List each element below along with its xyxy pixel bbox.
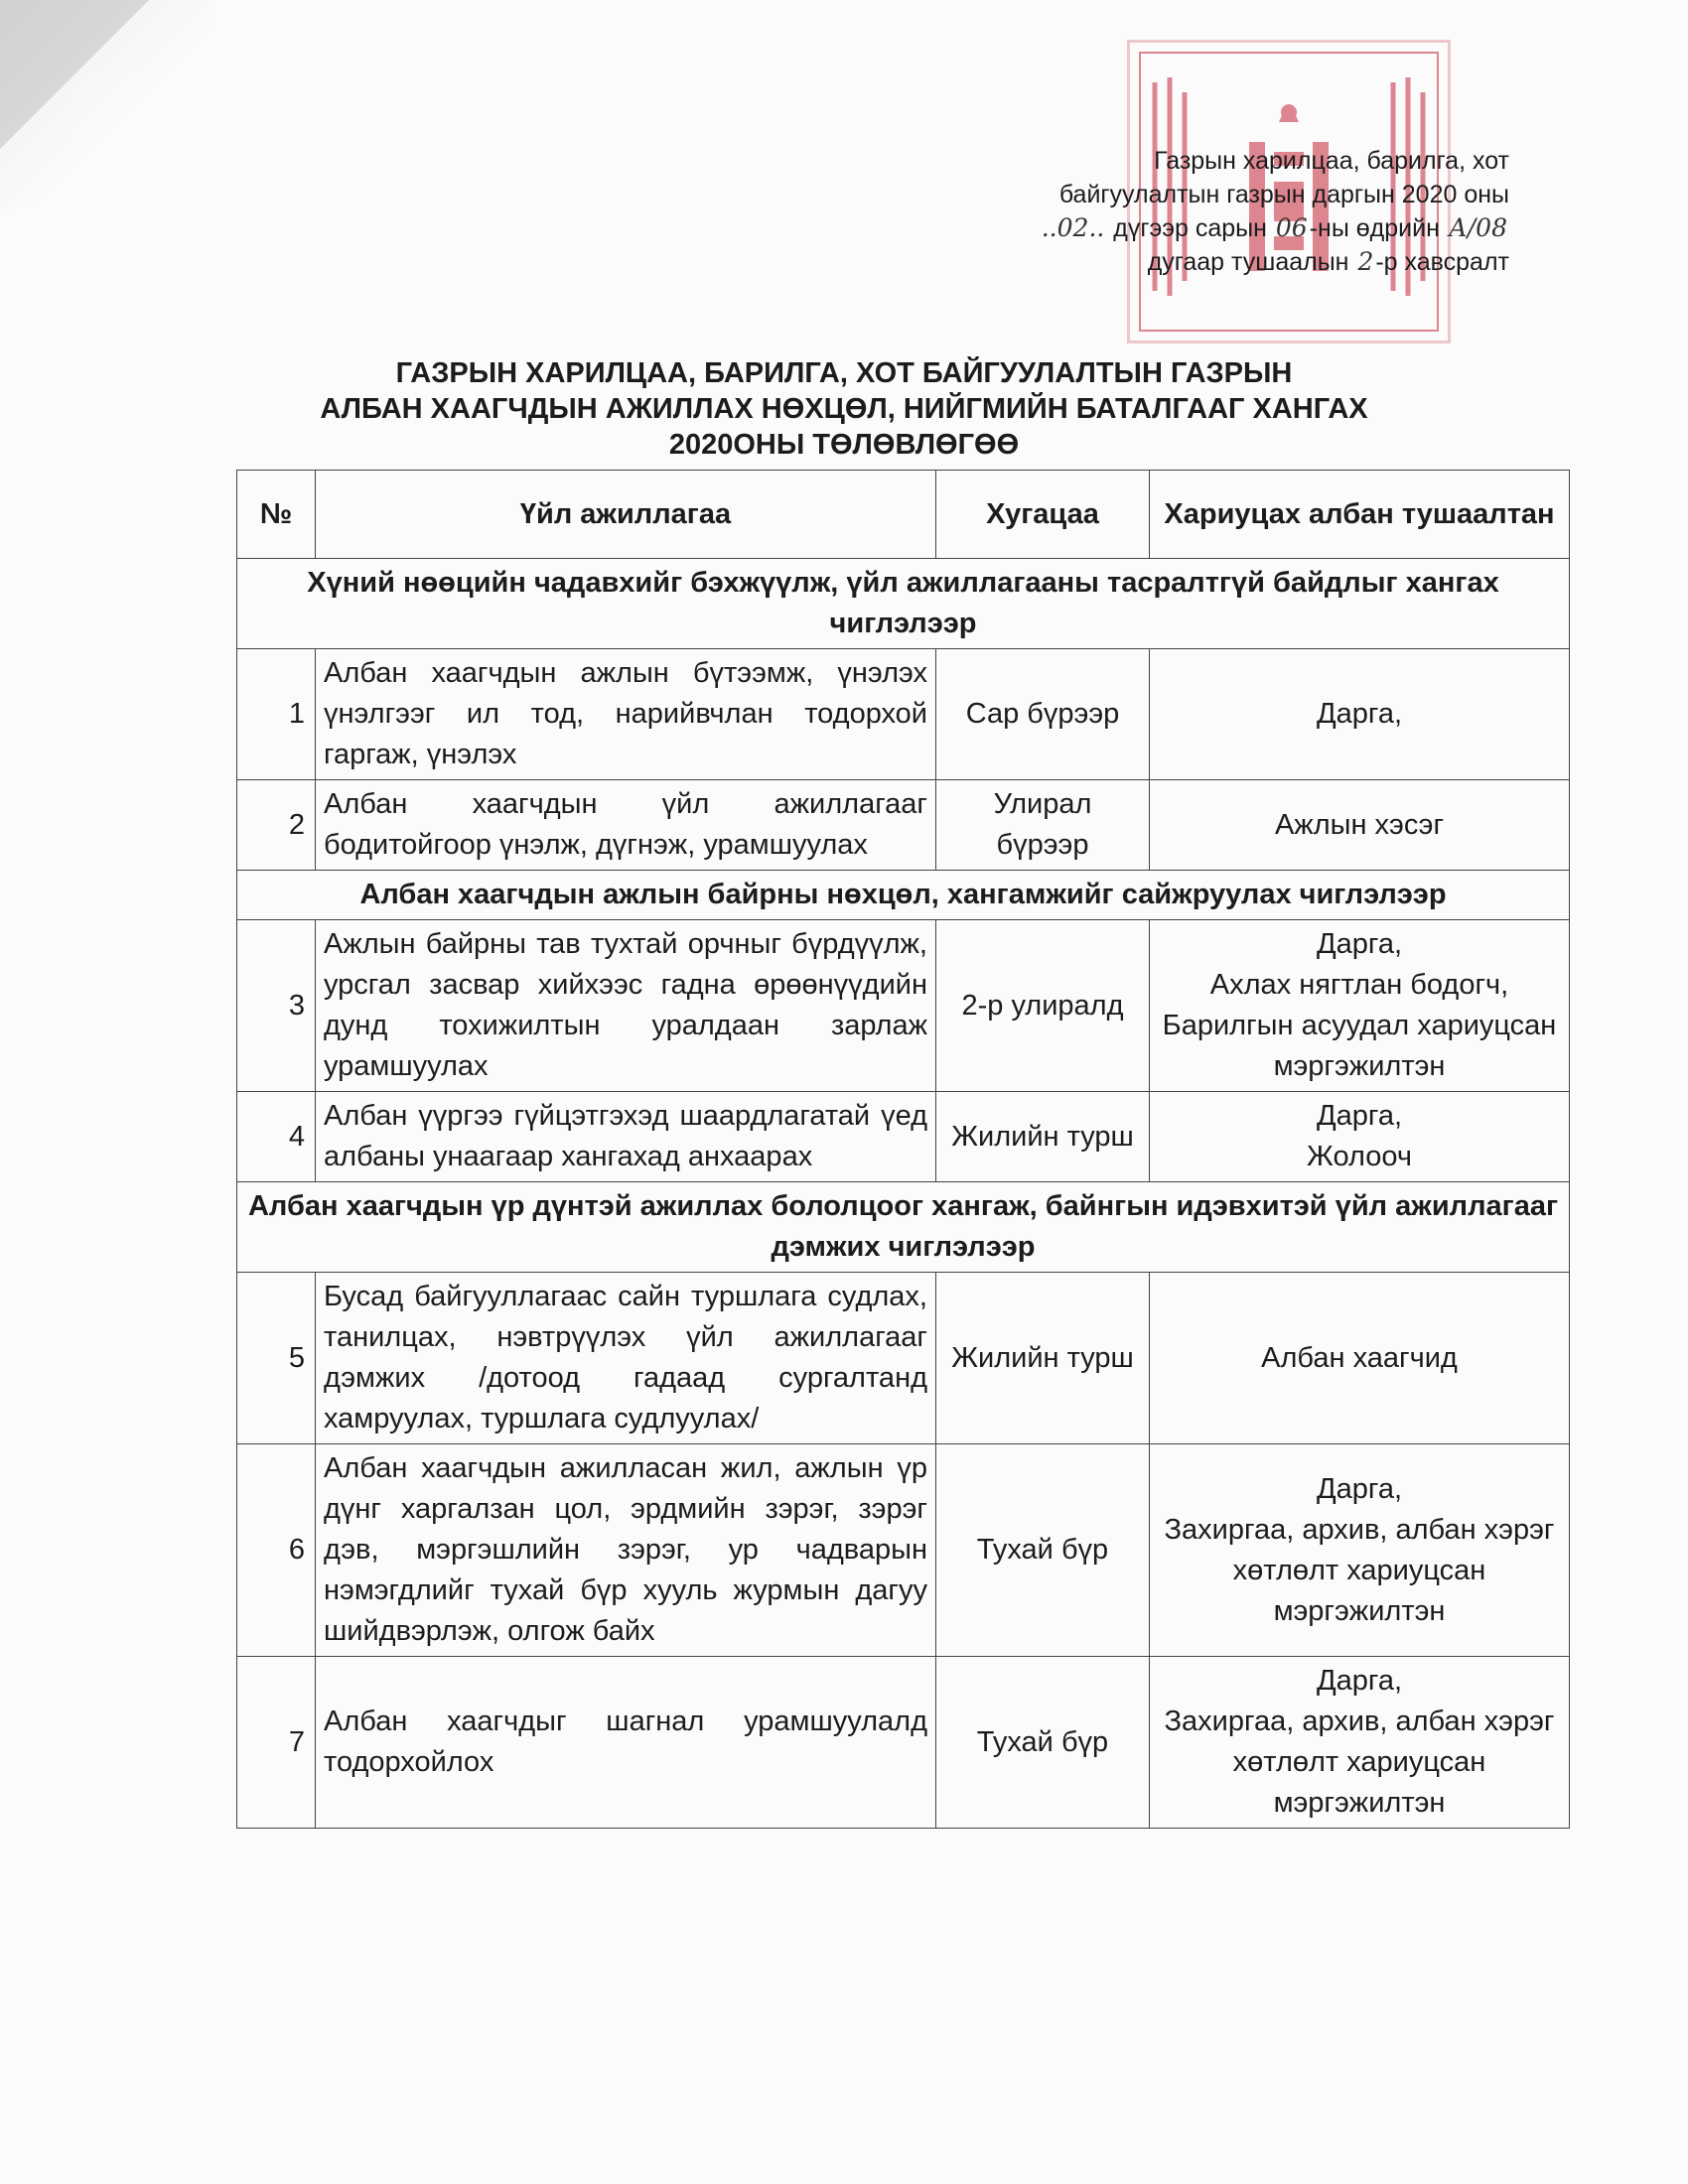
responsible-line: Захиргаа, архив, албан хэрэг хөтлөлт хариуцсан мэргэжилтэн	[1164, 1513, 1555, 1627]
table-row	[237, 1444, 1570, 1657]
row-duration: Жилийн турш	[936, 1092, 1150, 1182]
title-line-3: 2020ОНЫ ТӨЛӨВЛӨГӨӨ	[668, 429, 1020, 461]
responsible-line: Албан хаагчид	[1261, 1341, 1458, 1374]
header-duration: Хугацаа	[936, 471, 1150, 559]
section-row	[237, 559, 1570, 649]
responsible-line: Дарга,	[1316, 928, 1403, 960]
row-activity: Бусад байгууллагаас сайн туршлага судлах, танилцах, нэвтрүүлэх үйл ажиллагааг дэмжих /дотоод гадаад сургалтанд хамруулах, туршлага судлуулах/	[316, 1273, 936, 1444]
annex-note	[894, 144, 1509, 279]
row-responsible	[1150, 1092, 1570, 1182]
responsible-line: Ажлын хэсэг	[1274, 808, 1445, 841]
table-header-row	[237, 471, 1570, 559]
responsible-line: Дарга,	[1316, 1665, 1403, 1697]
row-responsible	[1150, 1444, 1570, 1657]
row-responsible	[1150, 649, 1570, 780]
row-number: 4	[237, 1092, 316, 1182]
annex-line-2: байгуулалтын газрын даргын 2020 оны	[1058, 181, 1509, 208]
responsible-line: Ахлах нягтлан бодогч,	[1209, 969, 1509, 1001]
page-fold-shadow	[0, 0, 209, 208]
table-row	[237, 920, 1570, 1092]
row-number: 5	[237, 1273, 316, 1444]
annex-line-3-mid: дүгээр сарын	[1106, 214, 1274, 242]
header-activity: Үйл ажиллагаа	[316, 471, 936, 559]
order-number-handwritten: А/08	[1448, 213, 1507, 242]
row-responsible	[1150, 780, 1570, 871]
header-number: №	[237, 471, 316, 559]
responsible-line: Жолооч	[1307, 1141, 1412, 1172]
annex-line-1: Газрын харилцаа, барилга, хот	[1154, 147, 1509, 175]
header-responsible: Хариуцах албан тушаалтан	[1150, 471, 1570, 559]
row-activity: Албан хаагчдыг шагнал урамшуулалд тодорхойлох	[316, 1657, 936, 1829]
table-row	[237, 1273, 1570, 1444]
row-activity: Албан хаагчдын ажлын бүтээмж, үнэлэх үнэлгээг ил тод, нарийвчлан тодорхой гаргаж, үнэлэх	[316, 649, 936, 780]
row-duration: Тухай бүр	[936, 1657, 1150, 1829]
row-duration: 2-р улиралд	[936, 920, 1150, 1092]
row-responsible	[1150, 1273, 1570, 1444]
row-responsible	[1150, 1657, 1570, 1829]
row-number: 3	[237, 920, 316, 1092]
annex-line-3-end: -ны өдрийн	[1309, 214, 1447, 242]
responsible-line: Дарга,	[1316, 1472, 1403, 1505]
row-activity: Албан хаагчдын үйл ажиллагааг бодитойгоор үнэлж, дүгнэж, урамшуулах	[316, 780, 936, 871]
table-row	[237, 780, 1570, 871]
responsible-line: Дарга,	[1316, 698, 1403, 730]
section-heading: Албан хаагчдын үр дүнтэй ажиллах бололцоог хангаж, байнгын идэвхитэй үйл ажиллагааг дэмжих чиглэлээр	[237, 1182, 1570, 1273]
table-row	[237, 1657, 1570, 1829]
row-number: 7	[237, 1657, 316, 1829]
table-row	[237, 1092, 1570, 1182]
section-row	[237, 1182, 1570, 1273]
annex-line-4-end: -р хавсралт	[1375, 248, 1509, 276]
row-activity: Ажлын байрны тав тухтай орчныг бүрдүүлж, урсгал засвар хийхээс гадна өрөөнүүдийн дунд тохижилтын уралдаан зарлаж урамшуулах	[316, 920, 936, 1092]
row-duration: Жилийн турш	[936, 1273, 1150, 1444]
plan-table	[236, 470, 1570, 1829]
month-handwritten: ..02..	[1041, 213, 1105, 242]
section-heading: Албан хаагчдын ажлын байрны нөхцөл, хангамжийг сайжруулах чиглэлээр	[237, 871, 1570, 920]
document-title	[238, 355, 1450, 463]
annex-line-4-start: дугаар тушаалын	[1147, 248, 1356, 276]
row-responsible	[1150, 920, 1570, 1092]
responsible-line: Барилгын асуудал хариуцсан мэргэжилтэн	[1162, 1010, 1557, 1082]
responsible-line: Дарга,	[1316, 1100, 1403, 1132]
responsible-line: Захиргаа, архив, албан хэрэг хөтлөлт хариуцсан мэргэжилтэн	[1164, 1706, 1555, 1819]
annex-line-4	[894, 245, 1509, 279]
title-line-1: ГАЗРЫН ХАРИЛЦАА, БАРИЛГА, ХОТ БАЙГУУЛАЛТЫН ГАЗРЫН	[395, 357, 1293, 389]
section-row	[237, 871, 1570, 920]
annex-line-3	[894, 211, 1509, 245]
row-number: 6	[237, 1444, 316, 1657]
row-activity: Албан үүргээ гүйцэтгэхэд шаардлагатай үед албаны унаагаар хангахад анхаарах	[316, 1092, 936, 1182]
row-number: 1	[237, 649, 316, 780]
section-heading: Хүний нөөцийн чадавхийг бэхжүүлж, үйл ажиллагааны тасралтгүй байдлыг хангах чиглэлээр	[237, 559, 1570, 649]
title-line-2: АЛБАН ХААГЧДЫН АЖИЛЛАХ НӨХЦӨЛ, НИЙГМИЙН БАТАЛГААГ ХАНГАХ	[320, 393, 1368, 425]
row-number: 2	[237, 780, 316, 871]
day-handwritten: 06	[1275, 213, 1308, 242]
appendix-number-handwritten: 2	[1357, 247, 1374, 276]
row-duration: Тухай бүр	[936, 1444, 1150, 1657]
row-duration: Сар бүрээр	[936, 649, 1150, 780]
row-duration: Улирал бүрээр	[936, 780, 1150, 871]
table-row	[237, 649, 1570, 780]
row-activity: Албан хаагчдын ажилласан жил, ажлын үр дүнг харгалзан цол, эрдмийн зэрэг, зэрэг дэв, мэргэшлийн зэрэг, ур чадварын нэмэгдлийг тухай бүр хууль журмын дагуу шийдвэрлэж, олгож байх	[316, 1444, 936, 1657]
